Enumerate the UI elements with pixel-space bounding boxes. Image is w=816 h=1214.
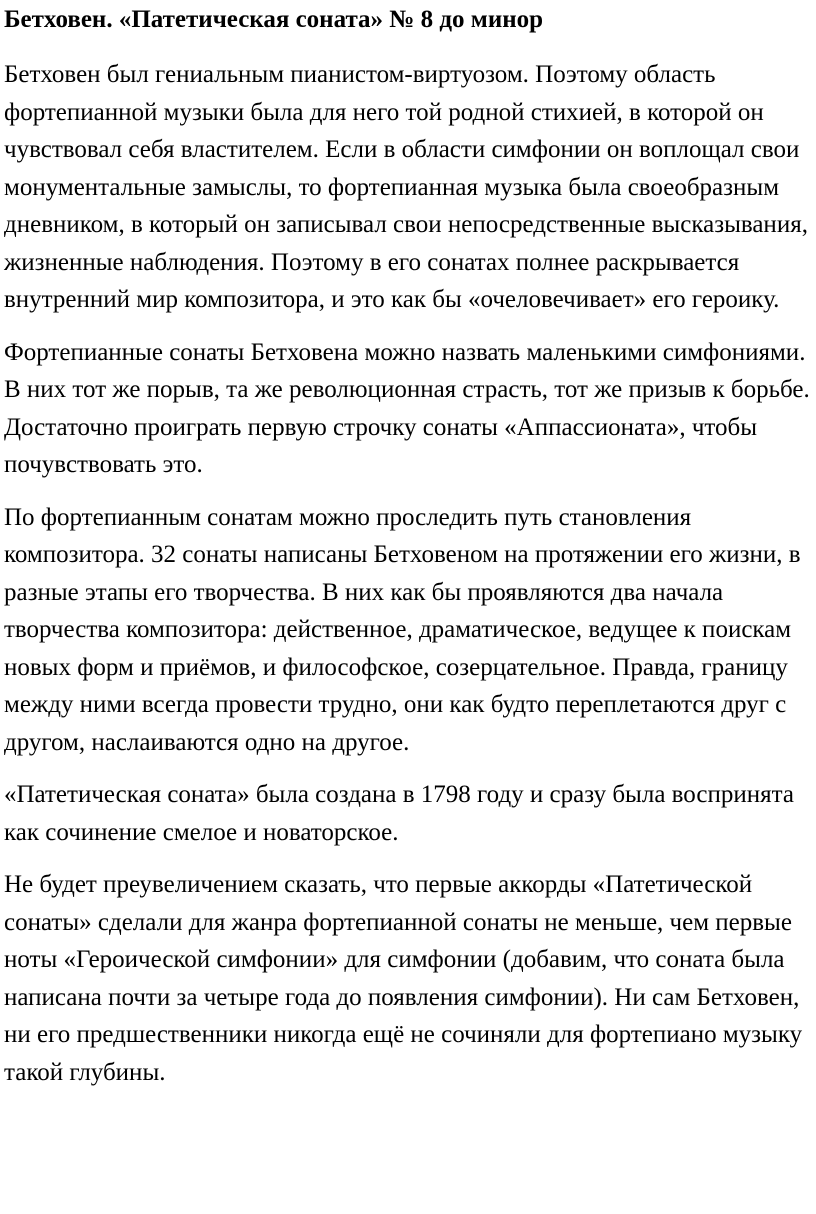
paragraph: По фортепианным сонатам можно проследить путь становления композитора. 32 сонаты написаны Бетховеном на протяжении его жизни, в разные этапы его творчества. В них как бы проявляются два начала творчества композитора: действенное, драматическое, ведущее к поискам новых форм и приёмов, и философское, созерцательное. Правда, границу между ними всегда провести трудно, они как будто переплетаются друг с другом, наслаиваются одно на другое. [4, 503, 801, 756]
document-title: Бетховен. «Патетическая соната» № 8 до минор [4, 6, 544, 33]
paragraph: Бетховен был гениальным пианистом-виртуозом. Поэтому область фортепианной музыки была для него той родной стихией, в которой он чувствовал себя властителем. Если в области симфонии он воплощал свои монументальные замыслы, то фортепианная музыка была своеобразным дневником, в который он записывал свои непосредственные высказывания, жизненные наблюдения. Поэтому в его сонатах полнее раскрывается внутренний мир композитора, и это как бы «очеловечивает» его героику. [4, 61, 808, 313]
paragraph: Фортепианные сонаты Бетховена можно назвать маленькими симфониями. В них тот же порыв, та же революционная страсть, тот же призыв к борьбе. Достаточно проиграть первую строчку сонаты «Аппассионата», чтобы почувствовать это. [4, 338, 810, 478]
paragraph: Не будет преувеличением сказать, что первые аккорды «Патетической сонаты» сделали для жанра фортепианной сонаты не меньше, чем первые ноты «Героической симфонии» для симфонии (добавим, что соната была написана почти за четыре года до появления симфонии). Ни сам Бетховен, ни его предшественники никогда ещё не сочиняли для фортепиано музыку такой глубины. [4, 871, 803, 1086]
paragraph: «Патетическая соната» была создана в 1798 году и сразу была воспринята как сочинение смелое и новаторское. [4, 781, 794, 846]
